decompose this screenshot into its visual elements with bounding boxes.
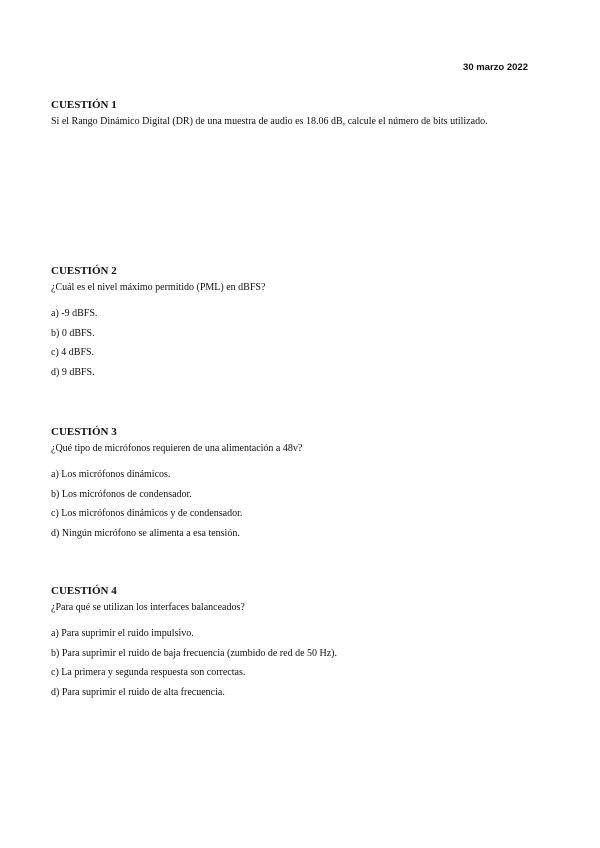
option-b: b) Los micrófonos de condensador. [51, 488, 192, 500]
question-2-options [51, 304, 265, 382]
option-b: b) 0 dBFS. [51, 327, 95, 339]
exam-date: 30 marzo 2022 [463, 62, 528, 73]
option-a: a) -9 dBFS. [51, 308, 98, 319]
option-c: c) Los micrófonos dinámicos y de condensador. [51, 508, 243, 519]
option-a: a) Para suprimir el ruido impulsivo. [51, 628, 194, 639]
option-c: c) 4 dBFS. [51, 347, 95, 358]
option-a: a) Los micrófonos dinámicos. [51, 469, 171, 480]
question-4-title: CUESTIÓN 4 [51, 585, 117, 597]
question-1 [51, 98, 488, 129]
option-b: b) Para suprimir el ruido de baja frecuencia (zumbido de red de 50 Hz). [51, 647, 337, 659]
option-d: d) Ningún micrófono se alimenta a esa tensión. [51, 527, 240, 539]
question-4 [51, 584, 337, 702]
question-2 [51, 264, 265, 382]
option-d: d) 9 dBFS. [51, 366, 95, 378]
question-4-options [51, 624, 337, 702]
question-3-options [51, 465, 302, 543]
question-4-text: ¿Para qué se utilizan los interfaces balanceados? [51, 602, 245, 613]
question-3-title: CUESTIÓN 3 [51, 426, 117, 438]
option-d: d) Para suprimir el ruido de alta frecuencia. [51, 686, 225, 698]
option-c: c) La primera y segunda respuesta son correctas. [51, 667, 246, 678]
question-1-title: CUESTIÓN 1 [51, 99, 117, 111]
question-3 [51, 425, 302, 543]
question-2-text: ¿Cuál es el nivel máximo permitido (PML) en dBFS? [51, 282, 266, 293]
question-2-title: CUESTIÓN 2 [51, 265, 117, 277]
question-3-text: ¿Qué tipo de micrófonos requieren de una alimentación a 48v? [51, 443, 303, 454]
question-1-text: Si el Rango Dinámico Digital (DR) de una muestra de audio es 18.06 dB, calcule el número de bits utilizado. [51, 116, 488, 127]
